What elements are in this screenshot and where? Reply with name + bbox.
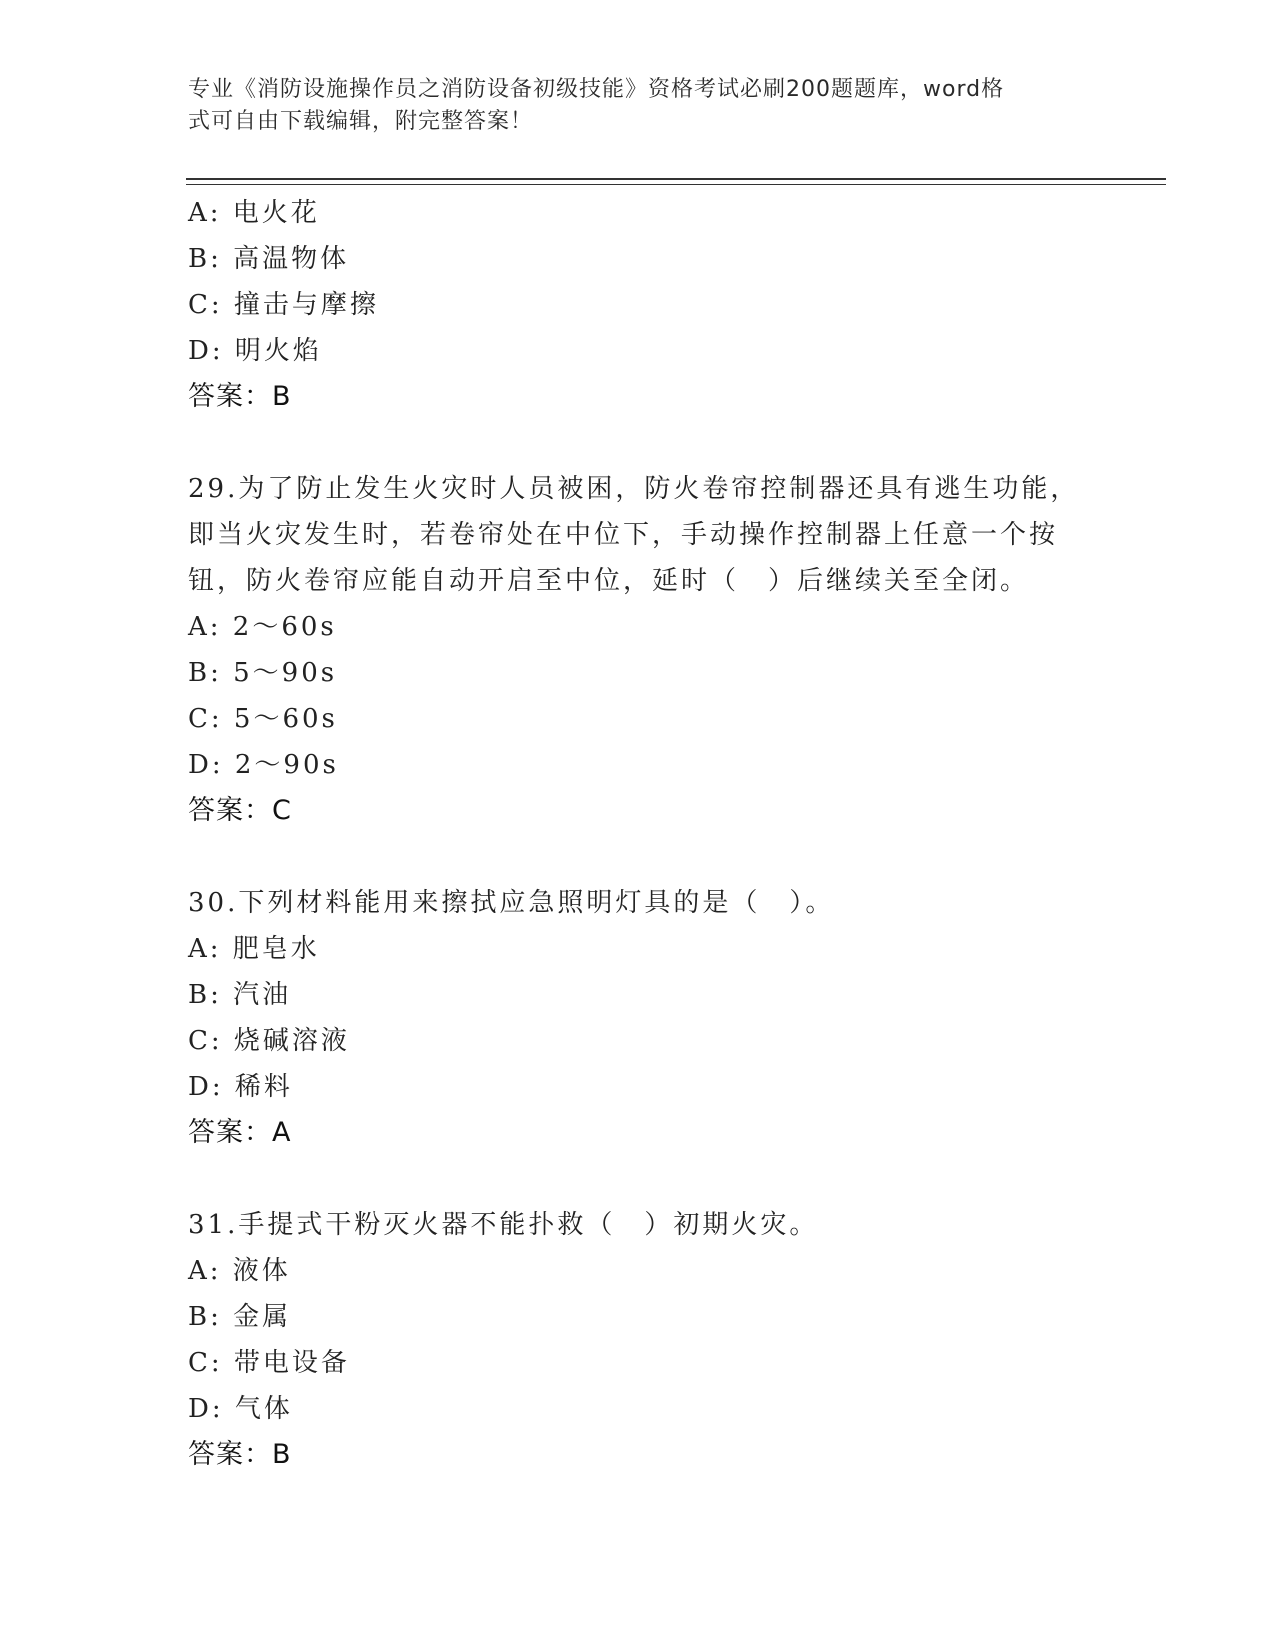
option-c: C: 带电设备 xyxy=(188,1348,350,1378)
answer-line: 答案：B xyxy=(188,381,292,412)
answer-line: 答案：B xyxy=(188,1439,292,1470)
option-b: B: 高温物体 xyxy=(188,244,350,274)
option-c: C: 5～60s xyxy=(188,704,338,734)
document-header xyxy=(188,74,1068,138)
option-d: D: 稀料 xyxy=(188,1072,293,1102)
question-text-line: 31.手提式干粉灭火器不能扑救（ ）初期火灾。 xyxy=(188,1210,819,1240)
option-b: B: 5～90s xyxy=(188,658,338,688)
question-block-31 xyxy=(188,1202,1088,1478)
answer-line: 答案：C xyxy=(188,795,292,826)
option-d: D: 2～90s xyxy=(188,750,339,780)
option-a: A: 2～60s xyxy=(188,612,337,642)
option-a: A: 电火花 xyxy=(188,198,320,228)
option-b: B: 金属 xyxy=(188,1302,292,1332)
option-a: A: 液体 xyxy=(188,1256,291,1286)
question-block-29 xyxy=(188,466,1088,834)
header-line-2: 式可自由下载编辑，附完整答案！ xyxy=(188,109,534,134)
question-text-line: 29.为了防止发生火灾时人员被困，防火卷帘控制器还具有逃生功能， xyxy=(188,474,1080,504)
question-text-line: 30.下列材料能用来擦拭应急照明灯具的是（ ）。 xyxy=(188,888,835,918)
option-c: C: 烧碱溶液 xyxy=(188,1026,350,1056)
question-text-line: 钮，防火卷帘应能自动开启至中位，延时（ ）后继续关至全闭。 xyxy=(188,566,1030,596)
answer-line: 答案：A xyxy=(188,1117,292,1148)
document-body xyxy=(188,190,1088,1478)
question-block-28 xyxy=(188,190,1088,420)
question-block-30 xyxy=(188,880,1088,1156)
option-a: A: 肥皂水 xyxy=(188,934,320,964)
option-d: D: 明火焰 xyxy=(188,336,322,366)
option-d: D: 气体 xyxy=(188,1394,293,1424)
option-b: B: 汽油 xyxy=(188,980,292,1010)
header-divider-thin xyxy=(186,184,1166,185)
option-c: C: 撞击与摩擦 xyxy=(188,290,379,320)
header-divider-thick xyxy=(186,178,1166,180)
question-text-line: 即当火灾发生时，若卷帘处在中位下，手动操作控制器上任意一个按 xyxy=(188,520,1059,550)
header-line-1: 专业《消防设施操作员之消防设备初级技能》资格考试必刷200题题库，word格 xyxy=(188,77,1005,102)
